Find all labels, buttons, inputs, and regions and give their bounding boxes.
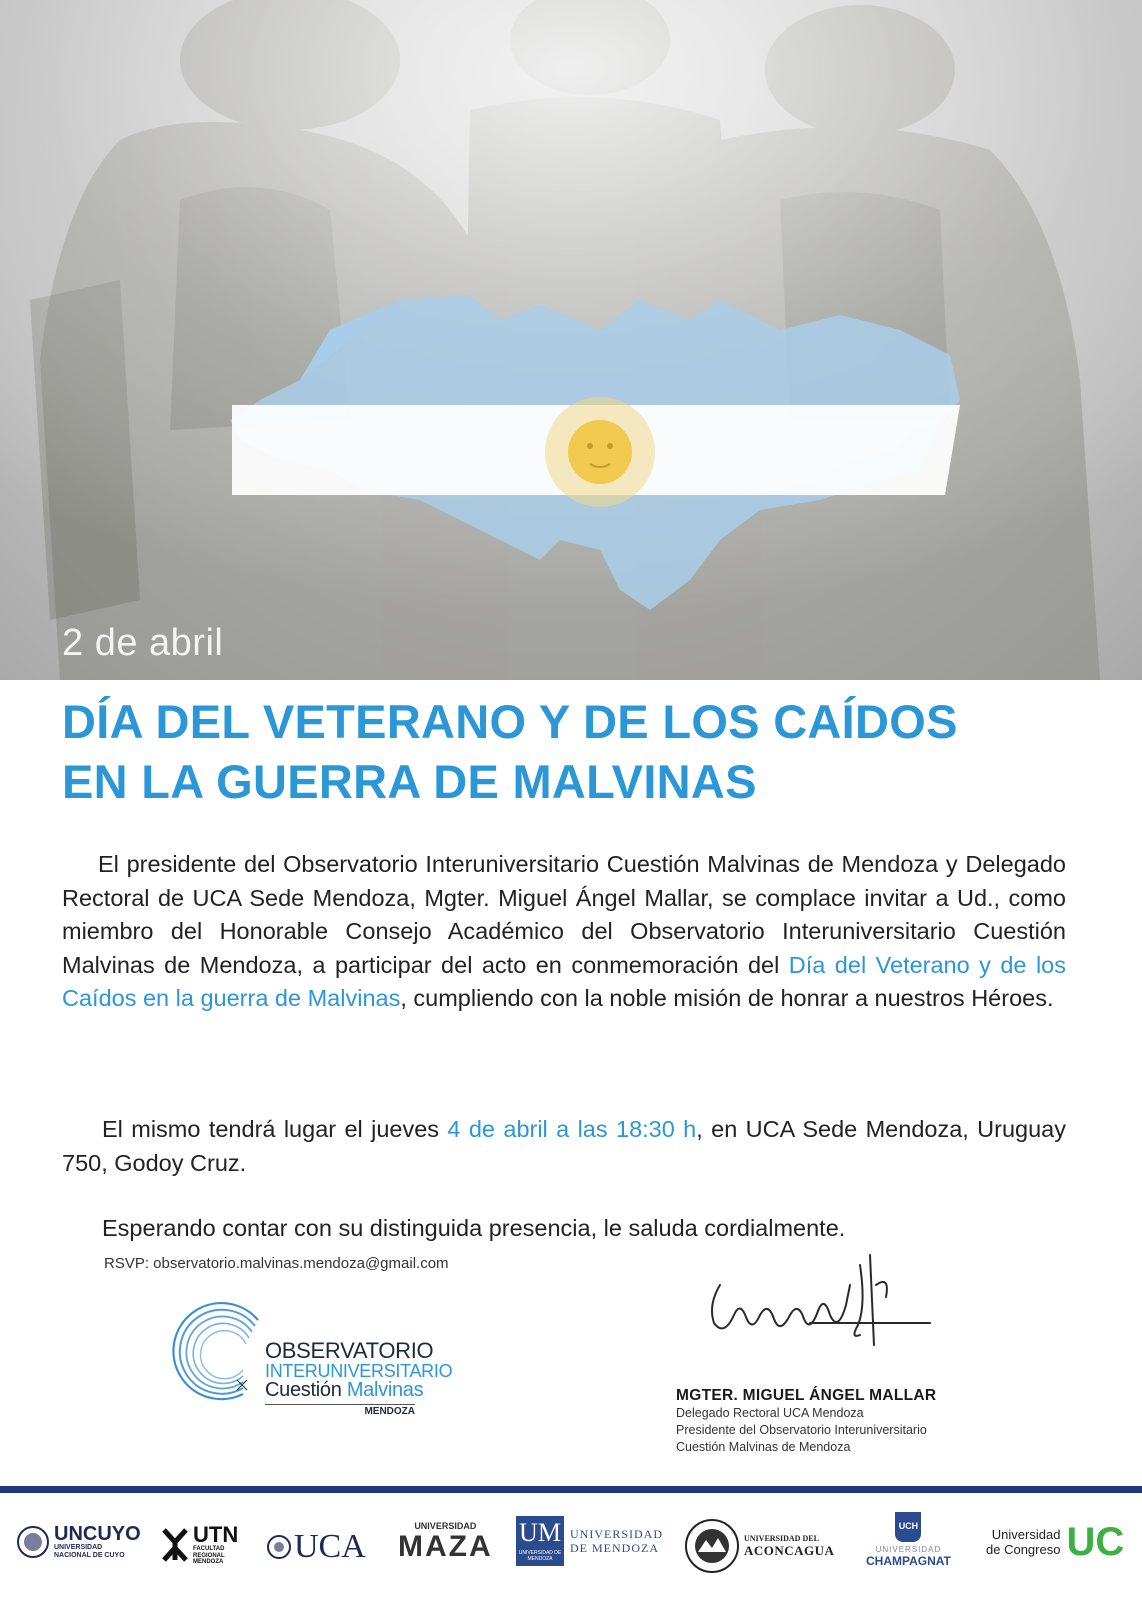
signer-title-3: Cuestión Malvinas de Mendoza [676,1440,851,1454]
page-title [62,692,1082,812]
p1-text-b: , cumpliendo con la noble misión de honrar a nuestros Héroes. [400,985,1054,1011]
p1-highlight: Día del Veterano y de los Caídos en la guerra de Malvinas [62,951,1066,1011]
um-name1: UNIVERSIDAD [570,1527,663,1541]
champagnat-logo [866,1512,951,1568]
obs-line-3b: Malvinas [346,1379,424,1401]
event-date: 2 de abril [62,622,224,664]
uca-name: UCA [294,1528,366,1565]
p2-text-a: El mismo tendrá lugar el jueves [102,1116,448,1142]
p2-highlight: 4 de abril a las 18:30 h [447,1116,697,1142]
aconcagua-seal-icon [684,1518,740,1574]
obs-line-1: OBSERVATORIO [265,1338,434,1363]
signature-block [676,1387,936,1456]
uncuyo-sub2: NACIONAL DE CUYO [54,1551,125,1559]
congreso-mark: UC [1066,1520,1125,1564]
um-mark-sub: UNIVERSIDAD DE MENDOZA [518,1550,562,1562]
p1-text-a: El presidente del Observatorio Interuniversitario Cuestión Malvinas de Mendoza y Delegado Rectoral de UCA Sede Mendoza, Mgter. Miguel Ángel Mallar, se complace invitar a Ud., como miembro del Honorable Consejo Académico del Observatorio Interuniversitario Cuestión Malvinas de Mendoza, a participar del acto en conmemoración del [62,851,1066,978]
handwritten-signature [690,1245,950,1385]
uncuyo-seal-icon [16,1525,50,1559]
invitation-paragraph [62,848,1066,1016]
title-line-1: DÍA DEL VETERANO Y DE LOS CAÍDOS [62,695,958,748]
um-mark-box [516,1516,564,1566]
um-mark: UM [519,1518,561,1547]
soldiers-flag-illustration [0,0,1142,680]
maza-name: MAZA [398,1529,493,1563]
footer-logos [0,1506,1142,1586]
maza-top: UNIVERSIDAD [414,1521,477,1531]
uncuyo-name: UNCUYO [54,1523,141,1545]
signer-name: MGTER. MIGUEL ÁNGEL MALLAR [676,1387,937,1404]
observatorio-logo-mark [163,1302,273,1402]
p2-text-b: , en UCA Sede Mendoza, Uruguay 750, Godoy Cruz. [62,1116,1066,1176]
congreso-name1: Universidad [991,1527,1061,1542]
maza-logo [398,1522,493,1562]
obs-line-3 [265,1380,452,1400]
aconcagua-name2: ACONCAGUA [744,1542,835,1558]
observatorio-logo-text [265,1340,452,1417]
signer-title-2: Presidente del Observatorio Interuniversitario [676,1423,927,1437]
champagnat-name: CHAMPAGNAT [866,1554,951,1568]
congreso-logo [986,1522,1124,1562]
uncuyo-logo [16,1524,141,1559]
utn-sub: FACULTAD REGIONAL MENDOZA [193,1546,225,1566]
uca-seal-icon [266,1534,292,1560]
closing-paragraph: Esperando contar con su distinguida presencia, le saluda cordialmente. [102,1215,846,1241]
um-name2: DE MENDOZA [570,1541,659,1555]
hero-image [0,0,1142,680]
signer-title-1: Delegado Rectoral UCA Mendoza [676,1406,864,1420]
utn-name: UTN [193,1522,239,1547]
location-paragraph [62,1113,1066,1180]
champagnat-top: UNIVERSIDAD [875,1545,942,1554]
obs-line-4: MENDOZA [265,1404,415,1417]
uncuyo-sub1: UNIVERSIDAD [54,1544,103,1551]
aconcagua-logo [684,1518,834,1574]
champagnat-mark: UCH [895,1512,921,1542]
um-logo [516,1516,663,1566]
footer-divider [0,1486,1142,1493]
obs-line-2: INTERUNIVERSITARIO [265,1361,453,1381]
obs-line-3a: Cuestión [265,1379,342,1401]
utn-mark-icon [160,1526,190,1564]
uca-logo [266,1530,366,1564]
aconcagua-name1: UNIVERSIDAD DEL [744,1533,819,1543]
utn-logo [160,1524,241,1566]
congreso-name2: de Congreso [986,1542,1061,1557]
sun-of-may-icon [545,397,655,507]
rsvp-email[interactable]: RSVP: observatorio.malvinas.mendoza@gmail.com [104,1255,449,1272]
title-line-2: EN LA GUERRA DE MALVINAS [62,755,757,808]
